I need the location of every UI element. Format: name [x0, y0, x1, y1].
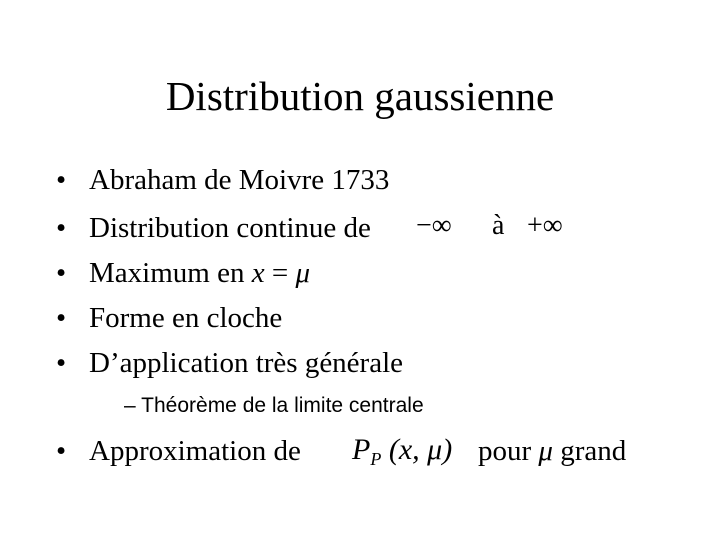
formula-main: P	[352, 433, 371, 466]
formula-pp	[352, 433, 452, 470]
bullet-text: Forme en cloche	[89, 302, 283, 334]
bullet-text: Distribution continue de	[89, 212, 371, 244]
bullet-item	[56, 210, 371, 246]
bullet-text: D’application très générale	[89, 347, 404, 379]
minus-infinity-symbol: −∞	[416, 210, 452, 241]
formula-suffix	[478, 433, 626, 469]
bullet-item	[56, 300, 282, 336]
bullet-item	[56, 255, 310, 291]
equals-sign: =	[264, 257, 296, 289]
bullet-item	[56, 433, 301, 469]
sub-bullet-text: Théorème de la limite centrale	[141, 394, 424, 417]
suffix-text: pour	[478, 435, 539, 467]
slide-title: Distribution gaussienne	[165, 73, 555, 119]
suffix-text-end: grand	[552, 435, 627, 467]
bullet-dot: •	[56, 212, 67, 244]
plus-infinity-symbol: +∞	[527, 210, 563, 241]
connector-text: à	[492, 210, 505, 241]
sub-bullet-dash: –	[124, 394, 136, 417]
bullet-text: Approximation de	[89, 435, 301, 467]
bullet-dot: •	[56, 257, 67, 289]
sub-bullet-item	[124, 392, 424, 420]
bullet-text: Abraham de Moivre 1733	[89, 164, 390, 196]
bullet-dot: •	[56, 435, 67, 467]
bullet-item	[56, 345, 403, 381]
suffix-mu: μ	[538, 435, 553, 467]
bullet-dot: •	[56, 164, 67, 196]
formula-args: (x, μ)	[388, 433, 453, 466]
bullet-dot: •	[56, 347, 67, 379]
formula-subscript: P	[370, 449, 382, 469]
variable-mu: μ	[295, 257, 310, 289]
bullet-item	[56, 162, 389, 198]
bullet-text: Maximum en	[89, 257, 252, 289]
bullet-dot: •	[56, 302, 67, 334]
variable-x: x	[251, 257, 265, 289]
